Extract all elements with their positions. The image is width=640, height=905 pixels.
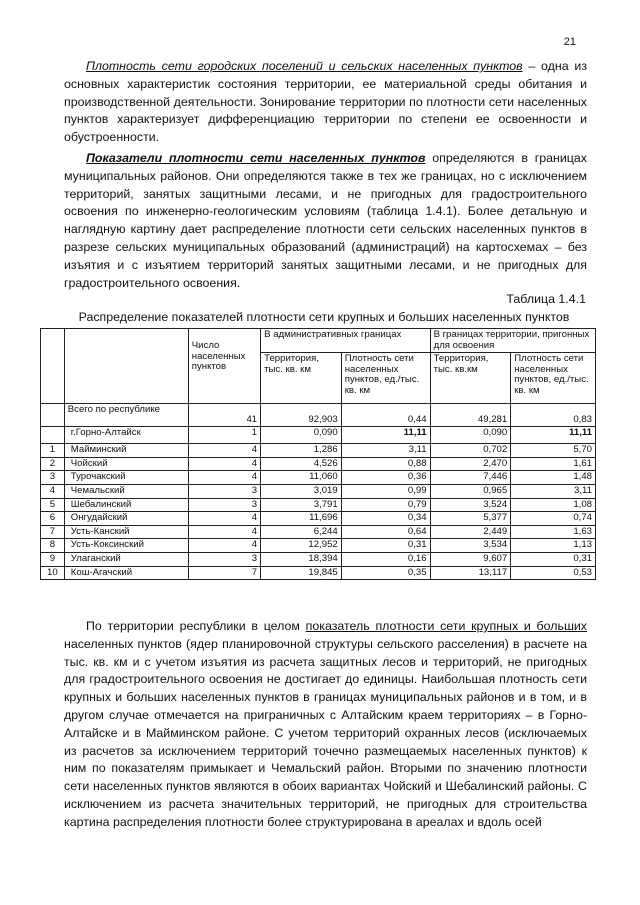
cell-density: 0,88	[341, 457, 430, 471]
table-row	[41, 512, 596, 526]
header-blank	[41, 329, 65, 404]
table-header-row	[41, 329, 596, 353]
cell-territory: 12,952	[261, 539, 342, 553]
cell-territory: 6,244	[261, 525, 342, 539]
table-body	[41, 444, 596, 580]
cell-territory: 3,019	[261, 484, 342, 498]
cell-density-2: 0,31	[511, 552, 596, 566]
cell-density-2: 0,74	[511, 512, 596, 526]
cell-count: 7	[188, 566, 260, 580]
table-row	[41, 552, 596, 566]
table-row-total	[41, 404, 596, 427]
header-density-2: Плотность сети населенных пунктов, ед./тыс. кв. км	[511, 353, 596, 404]
cell-num: 2	[41, 457, 65, 471]
cell-count: 4	[188, 539, 260, 553]
cell-territory-2: 0,702	[430, 444, 511, 458]
cell-territory: 19,845	[261, 566, 342, 580]
cell-density: 0,34	[341, 512, 430, 526]
cell-num: 3	[41, 471, 65, 485]
cell-territory-2: 5,377	[430, 512, 511, 526]
cell-count: 4	[188, 525, 260, 539]
cell-territory-2: 0,090	[430, 427, 511, 444]
table-row	[41, 484, 596, 498]
cell-num	[41, 427, 65, 444]
cell-density: 0,36	[341, 471, 430, 485]
header-blank	[64, 329, 188, 404]
cell-name: г.Горно-Алтайск	[64, 427, 188, 444]
cell-density-2: 1,13	[511, 539, 596, 553]
density-table	[40, 328, 596, 580]
table-row	[41, 471, 596, 485]
cell-name: Турочакский	[64, 471, 188, 485]
cell-territory: 11,060	[261, 471, 342, 485]
table-row	[41, 444, 596, 458]
cell-density: 0,79	[341, 498, 430, 512]
cell-territory: 92,903	[261, 404, 342, 427]
cell-density-2: 1,63	[511, 525, 596, 539]
table-title: Распределение показателей плотности сети крупных и больших населенных пунктов	[78, 310, 570, 324]
cell-territory: 0,090	[261, 427, 342, 444]
cell-density: 0,64	[341, 525, 430, 539]
cell-num: 1	[41, 444, 65, 458]
cell-territory-2: 3,534	[430, 539, 511, 553]
header-territory-2: Территория, тыс. кв.км	[430, 353, 511, 404]
cell-density: 0,44	[341, 404, 430, 427]
cell-count: 4	[188, 444, 260, 458]
cell-count: 4	[188, 457, 260, 471]
table-row-city	[41, 427, 596, 444]
cell-territory-2: 49,281	[430, 404, 511, 427]
cell-num: 4	[41, 484, 65, 498]
cell-density-2: 5,70	[511, 444, 596, 458]
cell-count: 3	[188, 552, 260, 566]
paragraph-text: По территории республики в целом	[86, 619, 306, 633]
paragraph-analysis	[64, 618, 587, 832]
cell-territory-2: 2,449	[430, 525, 511, 539]
header-territory: Территория, тыс. кв. км	[261, 353, 342, 404]
paragraph-density-definition	[64, 58, 587, 147]
cell-name: Шебалинский	[64, 498, 188, 512]
cell-num: 5	[41, 498, 65, 512]
cell-density: 0,31	[341, 539, 430, 553]
cell-num	[41, 404, 65, 427]
paragraph-text: определяются в границах муниципальных районов. Они определяются также в тех же границах, но с исключением территорий, занятых защитными лесами, и не пригодных для градостроительного освоения по инженерно-геологическим условиям (таблица 1.4.1). Более детальную и наглядную картину дает распределение плотности сети сельских населенных пунктов в разрезе сельских муниципальных образований (администраций) на картосхемах – без изъятия и с изъятием территорий занятых защитными лесами, и не пригодных для градостроительного освоения.	[64, 151, 587, 290]
cell-num: 8	[41, 539, 65, 553]
cell-territory-2: 2,470	[430, 457, 511, 471]
cell-name: Чойский	[64, 457, 188, 471]
table-row	[41, 457, 596, 471]
cell-num: 6	[41, 512, 65, 526]
cell-density: 0,99	[341, 484, 430, 498]
cell-density-2: 1,61	[511, 457, 596, 471]
cell-density: 11,11	[341, 427, 430, 444]
cell-density-2: 0,83	[511, 404, 596, 427]
cell-name: Усть-Коксинский	[64, 539, 188, 553]
cell-density-2: 0,53	[511, 566, 596, 580]
cell-count: 3	[188, 484, 260, 498]
cell-density-2: 3,11	[511, 484, 596, 498]
cell-territory: 3,791	[261, 498, 342, 512]
cell-name: Усть-Канский	[64, 525, 188, 539]
cell-territory: 1,286	[261, 444, 342, 458]
paragraph-text: населенных пунктов (ядер планировочной структуры сельского расселения) в расчете на тыс. кв. км и с учетом изъятия из расчета защитных лесов и территорий, не пригодных для градостроительного освоения не достигает до единицы. Наибольшая плотность сети крупных и больших населенных пунктов в границах муниципальных районов и в том, и в другом случае отмечается на приграничных с Алтайским краем территориях – в Горно-Алтайске и в Майминском районе. С учетом территорий охранных лесов (исключаемых из расчетов за исключением территорий точечно размещаемых населенных пунктов) к ним по показателям примыкает и Чемальский район. Вторыми по значению плотности сети населенных пунктов являются в обоих вариантах Чойский и Шебалинский районы. С исключением из расчета значительных территорий, не пригодных для строительства картина распределения плотности более структурирована в ареалах и вдоль осей	[64, 636, 587, 829]
cell-name: Улаганский	[64, 552, 188, 566]
cell-num: 7	[41, 525, 65, 539]
page-number: 21	[563, 36, 576, 48]
cell-density-2: 1,08	[511, 498, 596, 512]
cell-density: 3,11	[341, 444, 430, 458]
cell-territory: 18,394	[261, 552, 342, 566]
cell-density: 0,16	[341, 552, 430, 566]
table-label: Таблица 1.4.1	[506, 292, 586, 306]
cell-name: Всего по республике	[64, 404, 188, 427]
cell-territory: 11,696	[261, 512, 342, 526]
cell-num: 10	[41, 566, 65, 580]
cell-territory-2: 13,117	[430, 566, 511, 580]
header-density: Плотность сети населенных пунктов, ед./тыс. кв. км	[341, 353, 430, 404]
cell-territory-2: 0,965	[430, 484, 511, 498]
cell-territory-2: 3,524	[430, 498, 511, 512]
cell-count: 4	[188, 512, 260, 526]
cell-territory: 4,526	[261, 457, 342, 471]
cell-count: 1	[188, 427, 260, 444]
header-count: Число населенных пунктов	[188, 329, 260, 404]
cell-density: 0,35	[341, 566, 430, 580]
cell-territory-2: 7,446	[430, 471, 511, 485]
term-density: Плотность сети городских поселений и сельских населенных пунктов	[86, 59, 523, 73]
header-dev: В границах территории, пригонных для освоения	[430, 329, 595, 353]
cell-name: Кош-Агачский	[64, 566, 188, 580]
cell-count: 4	[188, 471, 260, 485]
cell-name: Онгудайский	[64, 512, 188, 526]
paragraph-text: – одна из основных характеристик состояния территории, ее материальной среды обитания и производственной деятельности. Зонирование территории по плотности сети населенных пунктов характеризует дифференциацию территории по степени ее освоенности и обустроенности.	[64, 59, 588, 145]
header-admin: В административных границах	[261, 329, 430, 353]
term-density-indicator: показатель плотности сети крупных и больших	[305, 619, 588, 633]
paragraph-indicators	[64, 150, 587, 292]
term-indicators: Показатели плотности сети населенных пунктов	[86, 151, 426, 165]
table-row	[41, 566, 596, 580]
cell-count: 3	[188, 498, 260, 512]
cell-name: Майминский	[64, 444, 188, 458]
cell-density-2: 1,48	[511, 471, 596, 485]
cell-density-2: 11,11	[511, 427, 596, 444]
table-row	[41, 525, 596, 539]
cell-count: 41	[188, 404, 260, 427]
table-row	[41, 539, 596, 553]
table-row	[41, 498, 596, 512]
cell-num: 9	[41, 552, 65, 566]
cell-territory-2: 9,607	[430, 552, 511, 566]
cell-name: Чемальский	[64, 484, 188, 498]
